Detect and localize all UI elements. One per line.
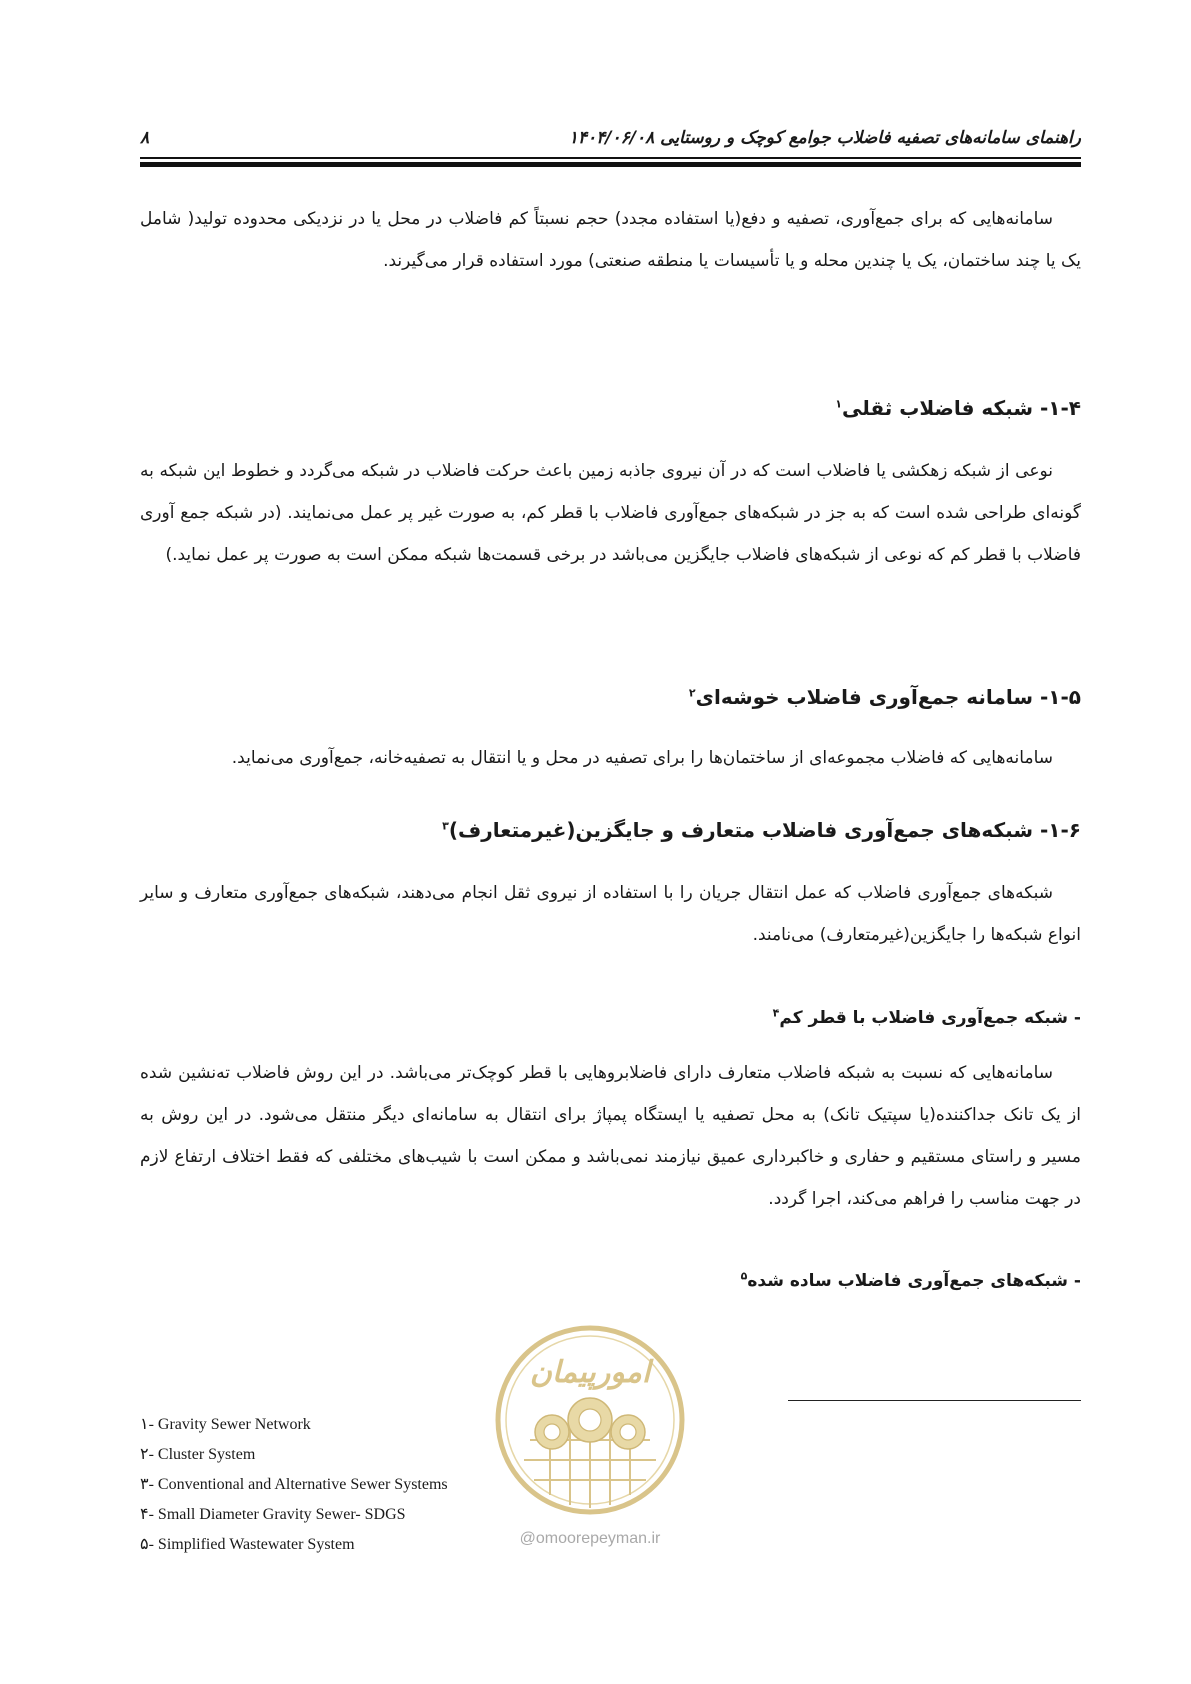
page-number: ۸ (140, 128, 150, 148)
footnote-item: ۵- Simplified Wastewater System (140, 1536, 355, 1553)
section-1-5-body (140, 737, 1081, 779)
header-rule (140, 157, 1081, 159)
intro-block (140, 198, 1081, 282)
section-1-6-body (140, 872, 1081, 956)
section-paragraph: سامانه‌هایی که فاضلاب مجموعه‌ای از ساختمان‌ها را برای تصفیه در محل و یا انتقال به تصفیه‌خانه، جمع‌آوری می‌نماید. (231, 748, 1053, 768)
watermark-text: @omoorepeyman.ir (519, 1530, 661, 1547)
footnote-item: ۳- Conventional and Alternative Sewer Systems (140, 1476, 448, 1493)
section-1-5 (140, 677, 1081, 717)
subsection-heading (140, 1000, 1081, 1036)
footnote-separator (788, 1400, 1081, 1401)
subsection-heading-text: - شبکه‌های جمع‌آوری فاضلاب ساده شده (747, 1271, 1081, 1291)
section-heading-text: ۱-۵- سامانه جمع‌آوری فاضلاب خوشه‌ای (695, 685, 1081, 709)
header-title: راهنمای سامانه‌های تصفیه فاضلاب جوامع کوچک و روستایی (660, 128, 1081, 148)
section-heading (140, 677, 1081, 717)
subsection-simplified (140, 1263, 1081, 1299)
header-date: ۱۴۰۴/۰۶/۰۸ (568, 128, 655, 148)
section-paragraph: نوعی از شبکه زهکشی یا فاضلاب است که در آن نیروی جاذبه زمین باعث حرکت فاضلاب در شبکه می‌گردد و خطوط این شبکه به گونه‌ای طراحی شده است که به جز در شبکه‌های جمع‌آوری فاضلاب با قطر کم، به صورت غیر پر عمل می‌نمایند. (در شبکه جمع آوری فاضلاب با قطر کم که نوعی از شبکه‌های فاضلاب جایگزین می‌باشد در برخی قسمت‌ها شبکه ممکن است به صورت پر عمل نماید.) (140, 461, 1081, 565)
section-heading-text: ۱-۴- شبکه فاضلاب ثقلی (841, 396, 1081, 420)
intro-paragraph: سامانه‌هایی که برای جمع‌آوری، تصفیه و دفع(یا استفاده مجدد) حجم نسبتاً کم فاضلاب در محل یا در نزدیکی محدوده تولید( شامل یک یا چند ساختمان، یک یا چندین محله و یا تأسیسات یا منطقه صنعتی) مورد استفاده قرار می‌گیرند. (140, 209, 1081, 271)
section-1-4 (140, 388, 1081, 428)
header-title-line (547, 128, 1081, 148)
section-heading-text: ۱-۶- شبکه‌های جمع‌آوری فاضلاب متعارف و جایگزین(غیرمتعارف) (448, 818, 1081, 842)
footnote-item: ۱- Gravity Sewer Network (140, 1416, 311, 1433)
section-paragraph: شبکه‌های جمع‌آوری فاضلاب که عمل انتقال جریان را با استفاده از نیروی ثقل انجام می‌دهند، شبکه‌های جمع‌آوری متعارف و سایر انواع شبکه‌ها را جایگزین(غیرمتعارف) می‌نامند. (140, 883, 1081, 945)
section-paragraph: سامانه‌هایی که نسبت به شبکه فاضلاب متعارف دارای فاضلابروهایی با قطر کوچک‌تر می‌باشد. در این روش فاضلاب ته‌نشین شده از یک تانک جداکننده(یا سپتیک تانک) به محل تصفیه یا ایستگاه پمپاژ برای انتقال به سامانه‌ای دیگر منتقل می‌شود. در این روش به مسیر و راستای مستقیم و حفاری و خاکبرداری عمیق نیازمند نمی‌باشد و ممکن است با شیب‌های مختلفی که فقط اختلاف ارتفاع لازم در جهت مناسب را فراهم می‌کند، اجرا گردد. (140, 1063, 1081, 1209)
subsection-small-diameter (140, 1000, 1081, 1036)
header-rule-thick (140, 162, 1081, 167)
section-1-4-body (140, 450, 1081, 576)
footnote-ref: ۱ (835, 397, 842, 411)
section-heading (140, 810, 1081, 850)
footnote-ref: ۴ (772, 1006, 780, 1020)
footnote-ref: ۳ (442, 819, 449, 833)
subsection-heading (140, 1263, 1081, 1299)
subsection-small-diameter-body (140, 1052, 1081, 1220)
watermark-logo-text: امورپیمان (529, 1355, 651, 1390)
subsection-heading-text: - شبکه جمع‌آوری فاضلاب با قطر کم (779, 1008, 1081, 1028)
footnotes (140, 1410, 540, 1560)
section-heading (140, 388, 1081, 428)
footnote-ref: ۵ (740, 1269, 748, 1283)
footnote-item: ۲- Cluster System (140, 1446, 256, 1463)
footnote-ref: ۲ (688, 686, 696, 700)
footnote-item: ۴- Small Diameter Gravity Sewer- SDGS (140, 1506, 406, 1523)
section-1-6 (140, 810, 1081, 850)
